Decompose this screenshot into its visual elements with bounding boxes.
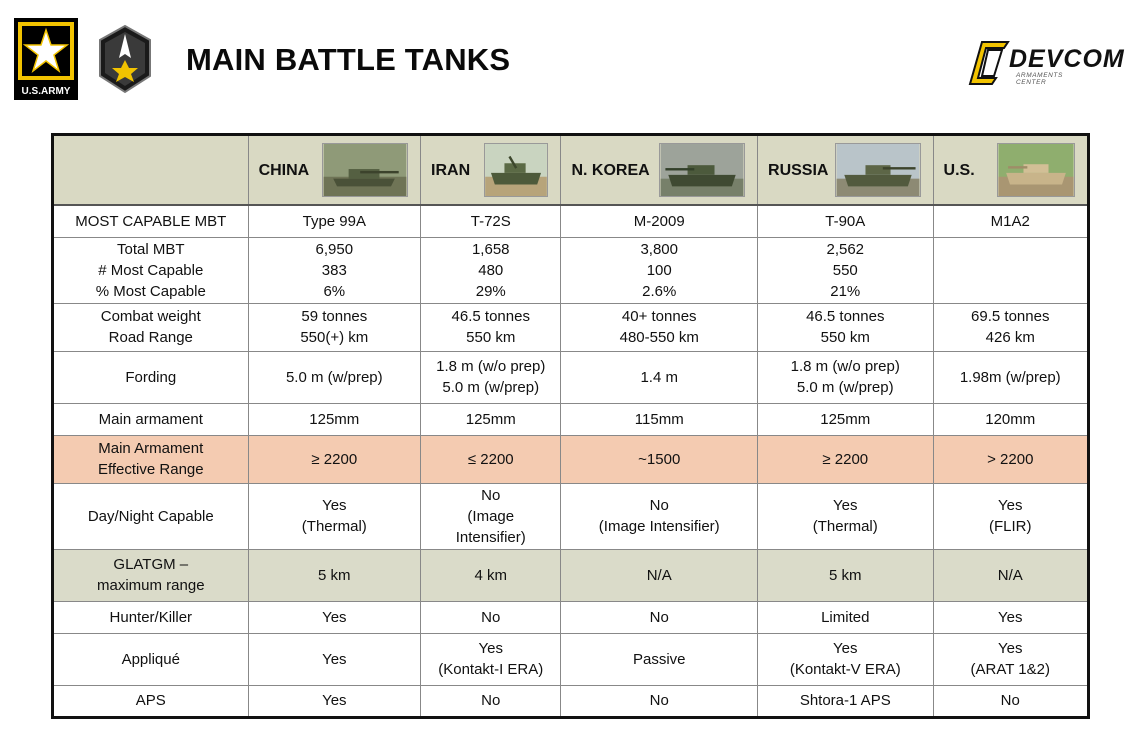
tank-photo-us: [997, 143, 1075, 197]
row-label: Main Armament Effective Range: [53, 435, 249, 483]
table-cell: 1.98m (w/prep): [933, 351, 1088, 403]
header-china: CHINA: [248, 135, 420, 206]
table-cell: Yes (Thermal): [758, 483, 934, 549]
table-cell: 5 km: [758, 549, 934, 601]
tank-comparison-table: [51, 133, 1090, 719]
table-cell: Yes (Kontakt-V ERA): [758, 633, 934, 685]
table-cell: T-90A: [758, 205, 934, 237]
table-cell: 1.4 m: [561, 351, 758, 403]
corner-cell: [53, 135, 249, 206]
table-cell: No: [933, 685, 1088, 717]
table-cell: 5.0 m (w/prep): [248, 351, 420, 403]
table-cell: > 2200: [933, 435, 1088, 483]
row-label: Day/Night Capable: [53, 483, 249, 549]
table-cell: 59 tonnes 550(+) km: [248, 303, 420, 351]
us-army-logo: [14, 18, 78, 100]
row-label: Main armament: [53, 403, 249, 435]
tank-photo-russia: [835, 143, 921, 197]
row-label: Appliqué: [53, 633, 249, 685]
table-cell: No: [561, 685, 758, 717]
table-cell: M1A2: [933, 205, 1088, 237]
table-cell: 125mm: [248, 403, 420, 435]
table-cell: No: [421, 601, 561, 633]
row-label: Fording: [53, 351, 249, 403]
table-cell: 4 km: [421, 549, 561, 601]
table-cell: M-2009: [561, 205, 758, 237]
table-row: [53, 685, 1089, 717]
table-row: [53, 237, 1089, 303]
table-cell: Yes (Thermal): [248, 483, 420, 549]
table-cell: 125mm: [758, 403, 934, 435]
header-russia: RUSSIA: [758, 135, 934, 206]
devcom-logo-subtitle: ARMAMENTS CENTER: [1016, 72, 1063, 86]
table-cell: Limited: [758, 601, 934, 633]
table-cell: Yes: [248, 685, 420, 717]
table-row: [53, 303, 1089, 351]
table-cell: Yes: [248, 633, 420, 685]
row-label: Combat weight Road Range: [53, 303, 249, 351]
table-cell: N/A: [561, 549, 758, 601]
row-label: MOST CAPABLE MBT: [53, 205, 249, 237]
devcom-logo-word: DEVCOM: [1009, 45, 1125, 73]
table-cell: Passive: [561, 633, 758, 685]
table-cell: Yes: [933, 601, 1088, 633]
table-cell: [933, 237, 1088, 303]
table-row: [53, 483, 1089, 549]
table-cell: N/A: [933, 549, 1088, 601]
table-cell: ≥ 2200: [758, 435, 934, 483]
header-iran: IRAN: [421, 135, 561, 206]
table-cell: No: [421, 685, 561, 717]
page-title: MAIN BATTLE TANKS: [186, 42, 511, 77]
table-cell: No (Image Intensifier): [421, 483, 561, 549]
row-label: Hunter/Killer: [53, 601, 249, 633]
table-row: [53, 633, 1089, 685]
table-cell: T-72S: [421, 205, 561, 237]
table-cell: 1,658 480 29%: [421, 237, 561, 303]
table-row: [53, 403, 1089, 435]
table-row: [53, 205, 1089, 237]
header-north-korea: N. KOREA: [561, 135, 758, 206]
army-logo-text: U.S.ARMY: [21, 86, 71, 97]
row-label: GLATGM – maximum range: [53, 549, 249, 601]
table-cell: 1.8 m (w/o prep) 5.0 m (w/prep): [421, 351, 561, 403]
table-cell: 120mm: [933, 403, 1088, 435]
table-cell: Yes (Kontakt-I ERA): [421, 633, 561, 685]
table-cell: 2,562 550 21%: [758, 237, 934, 303]
table-cell: No (Image Intensifier): [561, 483, 758, 549]
tank-photo-iran: [484, 143, 548, 197]
table-cell: Yes (FLIR): [933, 483, 1088, 549]
table-cell: 6,950 383 6%: [248, 237, 420, 303]
table-cell: 5 km: [248, 549, 420, 601]
table-cell: 40+ tonnes 480-550 km: [561, 303, 758, 351]
futures-command-star-icon: [97, 24, 153, 94]
table-row: [53, 351, 1089, 403]
table-cell: ≥ 2200: [248, 435, 420, 483]
table-cell: ≤ 2200: [421, 435, 561, 483]
tank-photo-china: [322, 143, 408, 197]
table-cell: 46.5 tonnes 550 km: [758, 303, 934, 351]
table-row-highlighted: [53, 435, 1089, 483]
table-cell: 115mm: [561, 403, 758, 435]
table-header-row: [53, 135, 1089, 206]
table-cell: Shtora-1 APS: [758, 685, 934, 717]
table-cell: 3,800 100 2.6%: [561, 237, 758, 303]
header-us: U.S.: [933, 135, 1088, 206]
table-cell: 69.5 tonnes 426 km: [933, 303, 1088, 351]
tank-photo-north-korea: [659, 143, 745, 197]
row-label: Total MBT # Most Capable % Most Capable: [53, 237, 249, 303]
table-cell: No: [561, 601, 758, 633]
table-cell: Yes: [248, 601, 420, 633]
table-row: [53, 601, 1089, 633]
table-cell: 125mm: [421, 403, 561, 435]
table-cell: Type 99A: [248, 205, 420, 237]
table-cell: ~1500: [561, 435, 758, 483]
row-label: APS: [53, 685, 249, 717]
table-cell: 1.8 m (w/o prep) 5.0 m (w/prep): [758, 351, 934, 403]
table-cell: 46.5 tonnes 550 km: [421, 303, 561, 351]
table-cell: Yes (ARAT 1&2): [933, 633, 1088, 685]
table-row-highlighted: [53, 549, 1089, 601]
